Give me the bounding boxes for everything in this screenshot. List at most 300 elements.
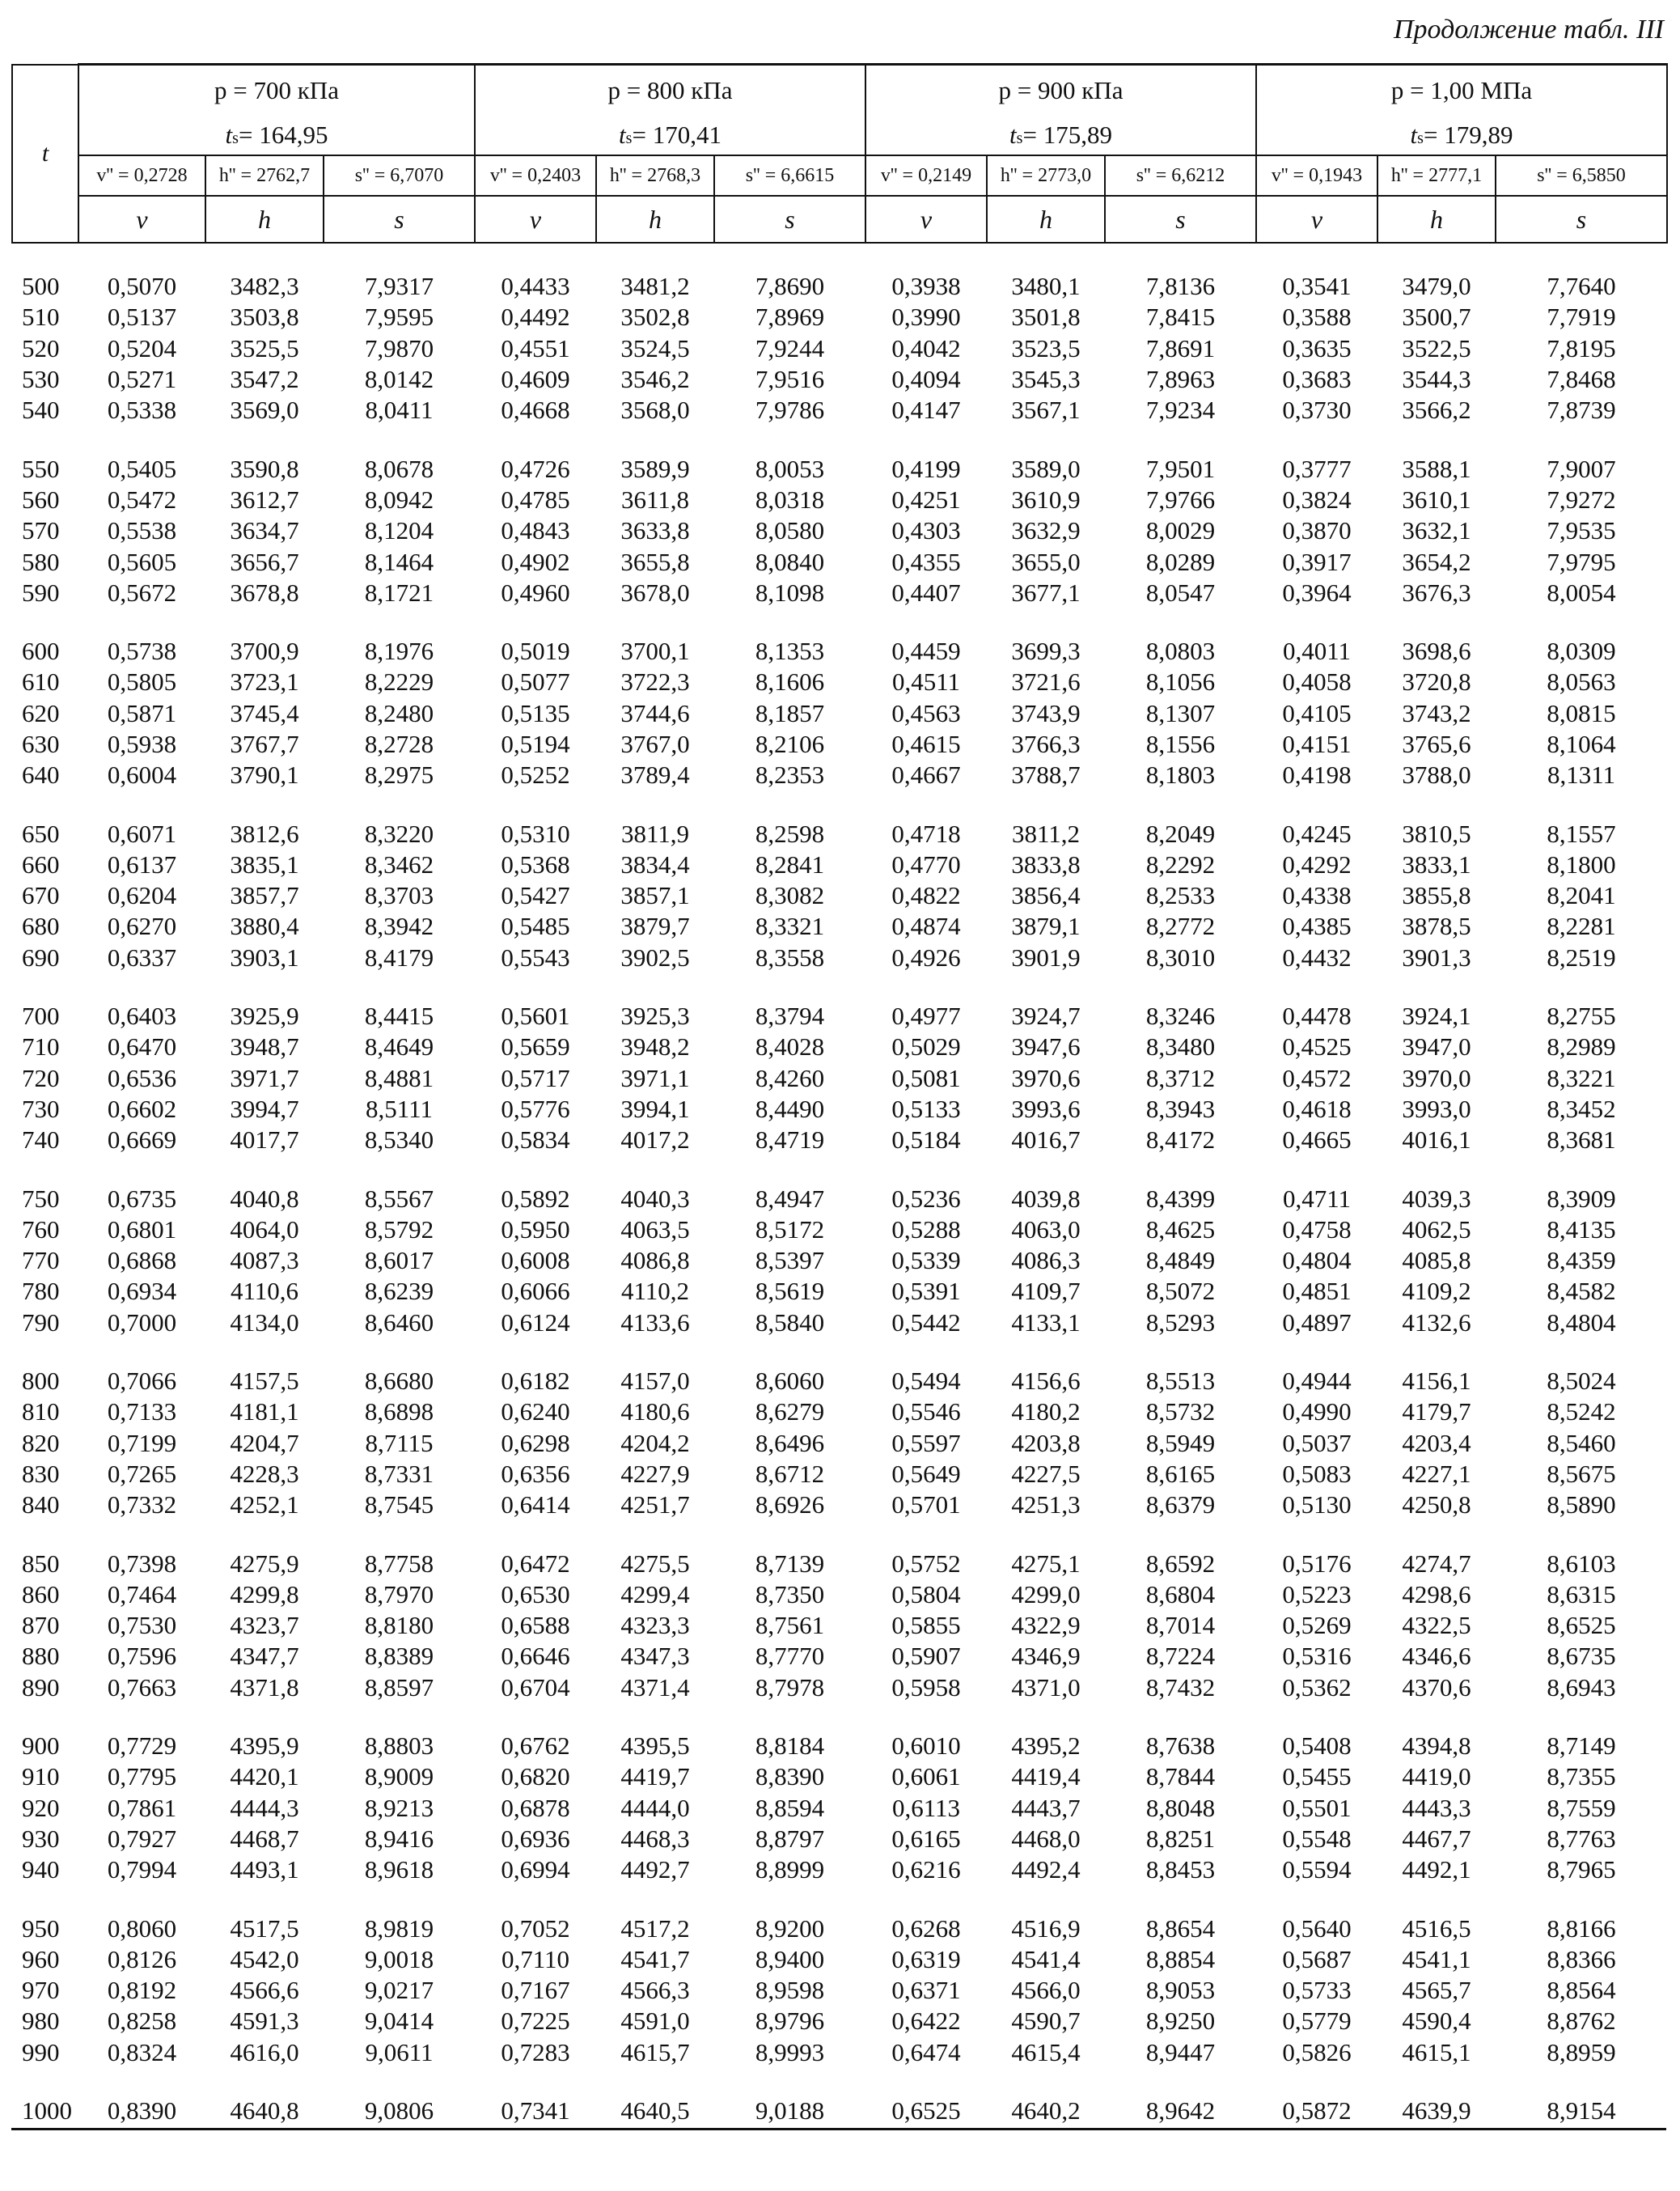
value-cell: 7,9795 — [1547, 547, 1616, 576]
value-cell: 0,7265 — [107, 1459, 177, 1488]
value-cell: 8,9400 — [755, 1944, 825, 1973]
value-cell: 8,2049 — [1145, 819, 1216, 848]
value-cell: 7,9870 — [364, 333, 434, 362]
value-cell: 3788,7 — [1011, 761, 1081, 790]
value-cell: 0,5717 — [501, 1063, 570, 1092]
value-cell: 0,4011 — [1282, 637, 1352, 666]
value-cell: 8,4172 — [1145, 1125, 1216, 1155]
group-gap — [12, 1703, 1667, 1731]
value-cell: 8,4881 — [364, 1063, 434, 1092]
value-cell: 0,7596 — [107, 1642, 177, 1671]
value-cell: 3721,6 — [1011, 667, 1081, 697]
temperature-cell: 570 — [22, 516, 60, 545]
value-cell: 0,5252 — [501, 761, 570, 790]
value-cell: 0,5501 — [1282, 1793, 1352, 1822]
value-cell: 0,5701 — [891, 1490, 961, 1519]
value-cell: 8,7139 — [755, 1549, 825, 1578]
value-cell: 4133,1 — [1011, 1307, 1081, 1337]
value-cell: 7,8136 — [1145, 272, 1216, 301]
value-cell: 0,5391 — [891, 1277, 961, 1306]
value-cell: 4016,1 — [1402, 1125, 1471, 1155]
value-cell: 0,6124 — [501, 1307, 570, 1337]
table-row — [12, 395, 1667, 426]
table-row — [12, 302, 1667, 333]
table-header — [12, 65, 1667, 244]
value-cell: 3610,9 — [1011, 485, 1081, 514]
value-cell: 3994,1 — [620, 1094, 690, 1123]
ts-symbol: t — [225, 121, 233, 149]
table-row — [12, 2096, 1667, 2126]
value-cell: 8,5072 — [1145, 1277, 1216, 1306]
value-cell: 3902,5 — [620, 943, 690, 972]
value-cell: 8,1307 — [1145, 698, 1216, 727]
value-cell: 8,3703 — [364, 881, 434, 910]
value-cell: 0,4572 — [1282, 1063, 1352, 1092]
value-cell: 8,8597 — [364, 1672, 434, 1702]
value-cell: 0,6525 — [891, 2096, 961, 2125]
value-cell: 3971,7 — [230, 1063, 299, 1092]
value-cell: 0,4251 — [891, 485, 961, 514]
value-cell: 0,7729 — [107, 1731, 177, 1761]
value-cell: 8,0815 — [1547, 698, 1616, 727]
value-cell: 0,7341 — [501, 2096, 570, 2125]
value-cell: 8,8654 — [1145, 1913, 1216, 1943]
value-cell: 8,4399 — [1145, 1184, 1216, 1213]
value-cell: 4640,2 — [1011, 2096, 1081, 2125]
value-cell: 3856,4 — [1011, 881, 1081, 910]
value-cell: 4179,7 — [1402, 1397, 1471, 1426]
value-cell: 3544,3 — [1402, 365, 1471, 394]
value-cell: 0,4459 — [891, 637, 961, 666]
value-cell: 8,0309 — [1547, 637, 1616, 666]
value-cell: 3589,9 — [620, 454, 690, 483]
table-row — [12, 271, 1667, 302]
saturation-temperature — [1256, 116, 1667, 155]
value-cell: 0,4770 — [891, 850, 961, 879]
value-cell: 0,5752 — [891, 1549, 961, 1578]
value-cell: 0,5494 — [891, 1367, 961, 1396]
value-cell: 0,3777 — [1282, 454, 1352, 483]
value-cell: 8,1064 — [1547, 730, 1616, 758]
value-cell: 3568,0 — [620, 396, 690, 425]
temperature-cell: 860 — [22, 1579, 60, 1608]
value-cell: 0,3938 — [891, 272, 961, 301]
value-cell: 8,4135 — [1547, 1214, 1616, 1244]
value-cell: 3611,8 — [620, 485, 690, 514]
value-cell: 8,7115 — [365, 1428, 434, 1457]
value-cell: 8,6060 — [755, 1367, 825, 1396]
value-cell: 8,3082 — [755, 881, 825, 910]
value-cell: 4204,2 — [620, 1428, 690, 1457]
value-cell: 8,9250 — [1145, 2007, 1216, 2036]
column-symbol-v: v — [865, 196, 987, 243]
value-cell: 0,7861 — [107, 1793, 177, 1822]
value-cell: 8,7561 — [755, 1611, 825, 1640]
value-cell: 0,6422 — [891, 2007, 961, 2036]
value-cell: 3835,1 — [230, 850, 299, 879]
value-cell: 0,5029 — [891, 1032, 961, 1062]
value-cell: 4017,2 — [620, 1125, 690, 1155]
value-cell: 0,6470 — [107, 1032, 177, 1062]
value-cell: 9,0188 — [755, 2096, 825, 2125]
saturated-entropy: s'' = 6,6212 — [1105, 155, 1256, 196]
table-row — [12, 1641, 1667, 1672]
value-cell: 8,8959 — [1547, 2037, 1616, 2066]
value-cell: 7,7640 — [1547, 272, 1616, 301]
value-cell: 0,4042 — [891, 333, 961, 362]
value-cell: 4444,0 — [620, 1793, 690, 1822]
value-cell: 3481,2 — [620, 272, 690, 301]
value-cell: 0,4615 — [891, 730, 961, 758]
value-cell: 0,4897 — [1282, 1307, 1352, 1337]
value-cell: 8,0054 — [1547, 578, 1616, 607]
temperature-cell: 710 — [22, 1032, 60, 1062]
table-row — [12, 485, 1667, 515]
value-cell: 4110,2 — [620, 1277, 690, 1306]
value-cell: 8,6315 — [1547, 1579, 1616, 1608]
table-row — [12, 2037, 1667, 2068]
value-cell: 0,6536 — [107, 1063, 177, 1092]
value-cell: 4039,8 — [1011, 1184, 1081, 1213]
value-cell: 4180,6 — [620, 1397, 690, 1426]
value-cell: 0,6936 — [501, 1824, 570, 1853]
value-cell: 4493,1 — [230, 1855, 299, 1884]
value-cell: 4086,8 — [620, 1246, 690, 1275]
saturation-temperature — [475, 116, 865, 155]
value-cell: 3654,2 — [1402, 547, 1471, 576]
value-cell: 0,8060 — [107, 1913, 177, 1943]
group-gap — [12, 1155, 1667, 1183]
ts-symbol: t — [619, 121, 626, 149]
value-cell: 8,8453 — [1145, 1855, 1216, 1884]
value-cell: 0,5472 — [107, 485, 177, 514]
value-cell: 8,7559 — [1547, 1793, 1616, 1822]
temperature-cell: 930 — [22, 1824, 60, 1853]
value-cell: 0,6735 — [107, 1184, 177, 1213]
value-cell: 3545,3 — [1011, 365, 1081, 394]
value-cell: 0,8192 — [107, 1976, 177, 2005]
value-cell: 8,6804 — [1145, 1579, 1216, 1608]
group-gap — [12, 2068, 1667, 2096]
value-cell: 3857,7 — [230, 881, 299, 910]
value-cell: 4322,5 — [1402, 1611, 1471, 1640]
value-cell: 0,4511 — [891, 667, 961, 697]
value-cell: 8,4625 — [1145, 1214, 1216, 1244]
value-cell: 0,5485 — [501, 912, 570, 941]
value-cell: 7,9766 — [1145, 485, 1216, 514]
value-cell: 0,5594 — [1282, 1855, 1352, 1884]
value-cell: 4134,0 — [230, 1307, 299, 1337]
value-cell: 0,6204 — [107, 881, 177, 910]
value-cell: 0,5804 — [891, 1579, 961, 1608]
table-row — [12, 667, 1667, 697]
value-cell: 4371,8 — [230, 1672, 299, 1702]
value-cell: 4615,7 — [620, 2037, 690, 2066]
value-cell: 8,3221 — [1547, 1063, 1616, 1092]
value-cell: 0,8126 — [107, 1944, 177, 1973]
value-cell: 3947,6 — [1011, 1032, 1081, 1062]
table-row — [12, 1913, 1667, 1943]
value-cell: 0,6298 — [501, 1428, 570, 1457]
value-cell: 8,2106 — [755, 730, 825, 758]
value-cell: 0,7332 — [107, 1490, 177, 1519]
value-cell: 3655,0 — [1011, 547, 1081, 576]
value-cell: 0,5687 — [1282, 1944, 1352, 1973]
value-cell: 3479,0 — [1402, 272, 1471, 301]
table-row — [12, 760, 1667, 790]
value-cell: 3700,1 — [620, 637, 690, 666]
value-cell: 0,5548 — [1282, 1824, 1352, 1853]
value-cell: 4110,6 — [230, 1277, 299, 1306]
value-cell: 3790,1 — [230, 761, 299, 790]
value-cell: 8,3010 — [1145, 943, 1216, 972]
value-cell: 0,4245 — [1282, 819, 1352, 848]
table-row — [12, 1214, 1667, 1245]
value-cell: 0,5236 — [891, 1184, 961, 1213]
table-row — [12, 1125, 1667, 1155]
value-cell: 0,4758 — [1282, 1214, 1352, 1244]
value-cell: 8,7014 — [1145, 1611, 1216, 1640]
value-cell: 8,1464 — [364, 547, 434, 576]
value-cell: 3567,1 — [1011, 396, 1081, 425]
temperature-cell: 680 — [22, 912, 60, 941]
value-cell: 0,5405 — [107, 454, 177, 483]
value-cell: 4516,5 — [1402, 1913, 1471, 1943]
value-cell: 3948,7 — [230, 1032, 299, 1062]
table-row — [12, 1579, 1667, 1610]
value-cell: 8,8999 — [755, 1855, 825, 1884]
steam-table — [11, 63, 1666, 2126]
table-row — [12, 333, 1667, 364]
value-cell: 4157,0 — [620, 1367, 690, 1396]
value-cell: 4444,3 — [230, 1793, 299, 1822]
value-cell: 8,4179 — [364, 943, 434, 972]
temperature-cell: 830 — [22, 1459, 60, 1488]
value-cell: 0,5130 — [1282, 1490, 1352, 1519]
table-row — [12, 1672, 1667, 1703]
pressure-label: p = 800 кПа — [475, 65, 865, 117]
temperature-cell: 600 — [22, 637, 60, 666]
value-cell: 4541,1 — [1402, 1944, 1471, 1973]
value-cell: 0,5649 — [891, 1459, 961, 1488]
value-cell: 8,5840 — [755, 1307, 825, 1337]
value-cell: 7,9501 — [1145, 454, 1216, 483]
temperature-cell: 510 — [22, 303, 60, 332]
value-cell: 0,8390 — [107, 2096, 177, 2125]
value-cell: 0,5605 — [107, 547, 177, 576]
value-cell: 8,3909 — [1547, 1184, 1616, 1213]
value-cell: 8,1098 — [755, 578, 825, 607]
value-cell: 0,5543 — [501, 943, 570, 972]
value-cell: 0,5083 — [1282, 1459, 1352, 1488]
value-cell: 4419,4 — [1011, 1762, 1081, 1791]
value-cell: 0,6474 — [891, 2037, 961, 2066]
value-cell: 8,6239 — [364, 1277, 434, 1306]
value-cell: 0,4718 — [891, 819, 961, 848]
value-cell: 4227,1 — [1402, 1459, 1471, 1488]
value-cell: 4323,3 — [620, 1611, 690, 1640]
value-cell: 4468,0 — [1011, 1824, 1081, 1853]
value-cell: 0,6337 — [107, 943, 177, 972]
value-cell: 8,3942 — [364, 912, 434, 941]
value-cell: 4133,6 — [620, 1307, 690, 1337]
temperature-cell: 670 — [22, 881, 60, 910]
value-cell: 0,6934 — [107, 1277, 177, 1306]
value-cell: 4492,1 — [1402, 1855, 1471, 1884]
table-row — [12, 818, 1667, 849]
value-cell: 8,7965 — [1547, 1855, 1616, 1884]
value-cell: 3970,6 — [1011, 1063, 1081, 1092]
table-row — [12, 1276, 1667, 1307]
value-cell: 3500,7 — [1402, 303, 1471, 332]
group-gap — [12, 1885, 1667, 1913]
value-cell: 0,4338 — [1282, 881, 1352, 910]
value-cell: 4323,7 — [230, 1611, 299, 1640]
ts-value: = 179,89 — [1423, 121, 1513, 149]
value-cell: 0,4990 — [1282, 1397, 1352, 1426]
value-cell: 8,9009 — [364, 1762, 434, 1791]
value-cell: 4299,8 — [230, 1579, 299, 1608]
value-cell: 4275,9 — [230, 1549, 299, 1578]
value-cell: 0,4944 — [1282, 1367, 1352, 1396]
value-cell: 8,9642 — [1145, 2096, 1216, 2125]
value-cell: 8,4947 — [755, 1184, 825, 1213]
value-cell: 4322,9 — [1011, 1611, 1081, 1640]
value-cell: 0,5310 — [501, 819, 570, 848]
value-cell: 3948,2 — [620, 1032, 690, 1062]
value-cell: 0,5427 — [501, 881, 570, 910]
value-cell: 0,4478 — [1282, 1002, 1352, 1031]
temperature-cell: 750 — [22, 1184, 60, 1213]
value-cell: 0,4432 — [1282, 943, 1352, 972]
value-cell: 8,3480 — [1145, 1032, 1216, 1062]
value-cell: 4298,6 — [1402, 1579, 1471, 1608]
temperature-cell: 620 — [22, 698, 60, 727]
value-cell: 4615,1 — [1402, 2037, 1471, 2066]
temperature-cell: 890 — [22, 1672, 60, 1702]
table-row — [12, 1824, 1667, 1854]
value-cell: 8,7978 — [755, 1672, 825, 1702]
value-cell: 0,4198 — [1282, 761, 1352, 790]
temperature-cell: 820 — [22, 1428, 60, 1457]
value-cell: 0,7927 — [107, 1824, 177, 1853]
value-cell: 4181,1 — [230, 1397, 299, 1426]
value-cell: 4419,0 — [1402, 1762, 1471, 1791]
value-cell: 4040,8 — [230, 1184, 299, 1213]
value-cell: 4227,9 — [620, 1459, 690, 1488]
value-cell: 8,0563 — [1547, 667, 1616, 697]
value-cell: 3633,8 — [620, 516, 690, 545]
value-cell: 3612,7 — [230, 485, 299, 514]
value-cell: 7,9535 — [1547, 516, 1616, 545]
value-cell: 3678,0 — [620, 578, 690, 607]
value-cell: 4542,0 — [230, 1944, 299, 1973]
value-cell: 0,5872 — [1282, 2096, 1352, 2125]
value-cell: 4063,5 — [620, 1214, 690, 1244]
temperature-cell: 850 — [22, 1549, 60, 1578]
value-cell: 3522,5 — [1402, 333, 1471, 362]
value-cell: 8,5340 — [364, 1125, 434, 1155]
value-cell: 8,7331 — [364, 1459, 434, 1488]
value-cell: 3855,8 — [1402, 881, 1471, 910]
temperature-cell: 690 — [22, 943, 60, 972]
value-cell: 8,0318 — [755, 485, 825, 514]
value-cell: 0,6403 — [107, 1002, 177, 1031]
value-cell: 8,4359 — [1547, 1246, 1616, 1275]
value-cell: 0,3917 — [1282, 547, 1352, 576]
value-cell: 4087,3 — [230, 1246, 299, 1275]
value-cell: 8,7770 — [755, 1642, 825, 1671]
value-cell: 8,5792 — [364, 1214, 434, 1244]
saturation-temperature — [78, 116, 475, 155]
value-cell: 3879,7 — [620, 912, 690, 941]
value-cell: 3720,8 — [1402, 667, 1471, 697]
value-cell: 8,0029 — [1145, 516, 1216, 545]
ts-symbol: t — [1410, 121, 1418, 149]
value-cell: 0,3870 — [1282, 516, 1352, 545]
value-cell: 8,7758 — [364, 1549, 434, 1578]
value-cell: 3480,1 — [1011, 272, 1081, 301]
value-cell: 0,6762 — [501, 1731, 570, 1761]
value-cell: 0,6801 — [107, 1214, 177, 1244]
value-cell: 3566,2 — [1402, 396, 1471, 425]
value-cell: 4204,7 — [230, 1428, 299, 1457]
temperature-cell: 920 — [22, 1793, 60, 1822]
table-row — [12, 943, 1667, 973]
value-cell: 3924,7 — [1011, 1002, 1081, 1031]
value-cell: 0,4058 — [1282, 667, 1352, 697]
pressure-label: p = 700 кПа — [78, 65, 475, 117]
header-gap — [12, 243, 1667, 271]
temperature-cell: 840 — [22, 1490, 60, 1519]
column-symbol-s: s — [1105, 196, 1256, 243]
value-cell: 0,6010 — [891, 1731, 961, 1761]
value-cell: 8,1204 — [364, 516, 434, 545]
column-symbol-s: s — [324, 196, 475, 243]
value-cell: 8,8762 — [1547, 2007, 1616, 2036]
temperature-cell: 760 — [22, 1214, 60, 1244]
value-cell: 0,4711 — [1282, 1184, 1352, 1213]
value-cell: 3677,1 — [1011, 578, 1081, 607]
value-cell: 0,6472 — [501, 1549, 570, 1578]
value-cell: 0,5826 — [1282, 2037, 1352, 2066]
value-cell: 8,7763 — [1547, 1824, 1616, 1853]
value-cell: 0,7133 — [107, 1397, 177, 1426]
value-cell: 4443,3 — [1402, 1793, 1471, 1822]
value-cell: 4085,8 — [1402, 1246, 1471, 1275]
value-cell: 0,7225 — [501, 2007, 570, 2036]
value-cell: 0,6240 — [501, 1397, 570, 1426]
value-cell: 4468,7 — [230, 1824, 299, 1853]
value-cell: 3880,4 — [230, 912, 299, 941]
temperature-cell: 590 — [22, 578, 60, 607]
value-cell: 8,5111 — [366, 1094, 433, 1123]
value-cell: 0,4407 — [891, 578, 961, 607]
value-cell: 8,1857 — [755, 698, 825, 727]
value-cell: 0,4977 — [891, 1002, 961, 1031]
table-row — [12, 880, 1667, 911]
ts-value: = 170,41 — [632, 121, 722, 149]
value-cell: 8,4849 — [1145, 1246, 1216, 1275]
table-row — [12, 1032, 1667, 1062]
value-cell: 8,8564 — [1547, 1976, 1616, 2005]
value-cell: 8,8390 — [755, 1762, 825, 1791]
value-cell: 4615,4 — [1011, 2037, 1081, 2066]
temperature-cell: 560 — [22, 485, 60, 514]
value-cell: 0,7066 — [107, 1367, 177, 1396]
value-cell: 8,9447 — [1145, 2037, 1216, 2066]
value-cell: 9,0018 — [364, 1944, 434, 1973]
